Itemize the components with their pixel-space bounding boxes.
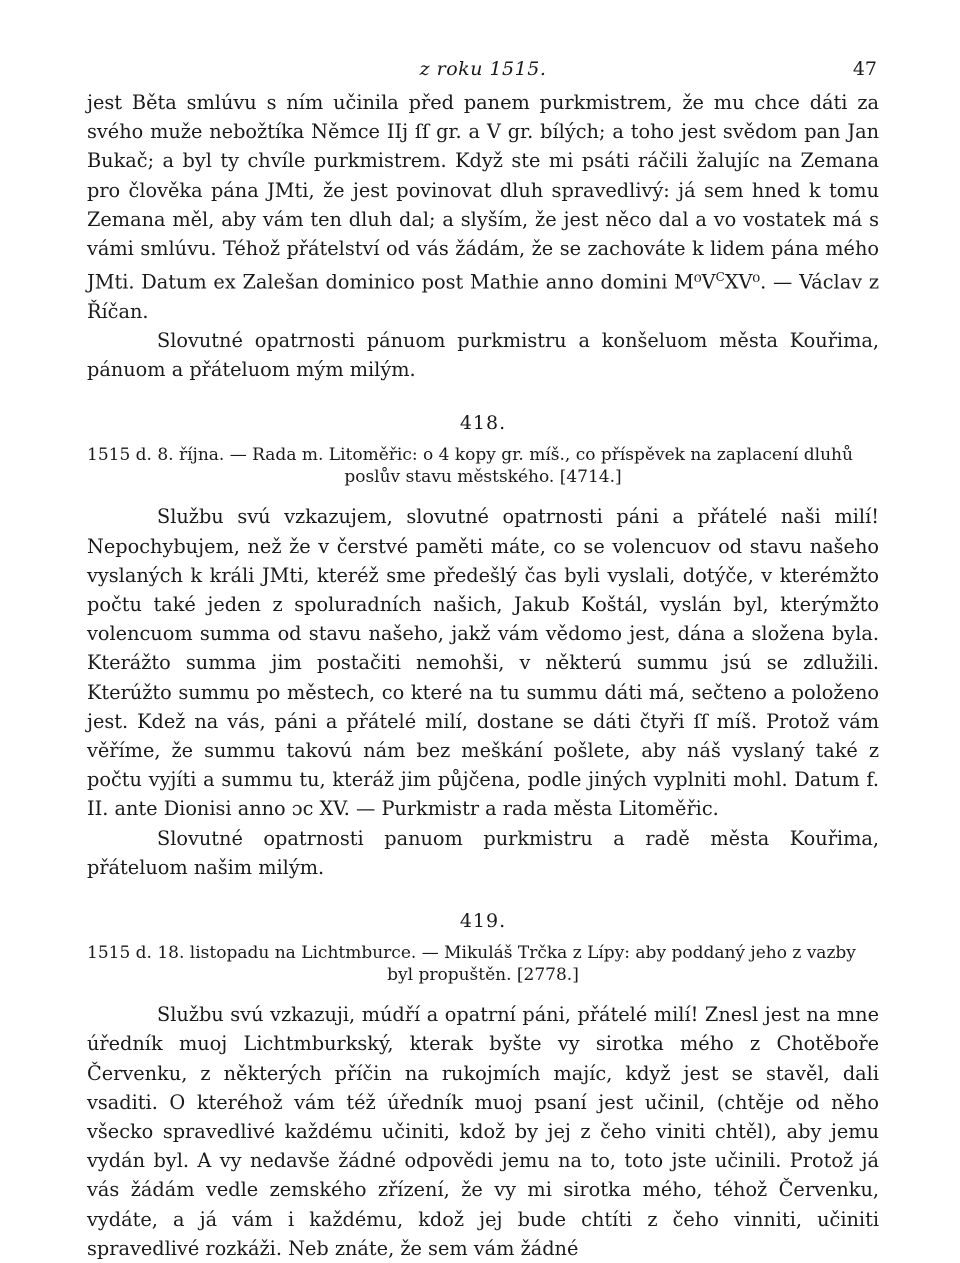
document-page — [87, 58, 879, 1263]
superscript: C — [715, 270, 725, 285]
page-header — [87, 58, 879, 88]
running-title: z roku 1515. — [419, 58, 547, 80]
regest-line: poslův stavu městského. [4714.] — [344, 467, 622, 488]
entry-regest — [87, 942, 879, 986]
entry-text: Službu svú vzkazuji, múdří a opatrní páni, přátelé milí! Znesl jest na mne úředník muoj Lichtmburkský, kterak byšte vy sirotka mého z Chotěboře Červenku, z některých příčin na rukojmích majíc, když jest se stavěl, dali vsaditi. O kteréhož vám též úředník muoj psaní jest učinil, (chtěje od něho všecko spravedlivé každému učiniti, kdož by jej z čeho viniti chtěl), aby jemu vydán byl. A vy nedavše žádné odpovědi jemu na to, toto jste učinili. Protož já vás žádám vedle zemského zřízení, že vy mi sirotka mého, téhož Červenku, vydáte, a já vám i každému, kdož jej bude chtíti z čeho vinniti, učiniti spravedlivé rozkáži. Neb znáte, že sem vám žádné — [87, 1003, 879, 1260]
entry-number: 418. — [459, 412, 507, 435]
entry-text: Službu svú vzkazujem, slovutné opatrnosti páni a přátelé naši milí! Nepochybujem, než že v čerstvé paměti máte, co se volencuov od stavu našeho vyslaných k králi JMti, kteréž sme předešlý čas byli vyslali, dotýče, v kterémžto počtu také jeden z spoluradních našich, Jakub Koštál, vyslán byl, kterýmžto volencuom summa od stavu našeho, jakž vám vědomo jest, dána a složena byla. Kterážto summa jim postačiti nemohši, v některú summu jsú se zdlužili. Kterúžto summu po městech, co které na tu summu dáti má, sečteno a položeno jest. Kdež na vás, páni a přátelé milí, dostane se dáti čtyři ſſ míš. Protož vám věříme, že summu takovú nám bez meškání pošlete, aby náš vyslaný také z počtu vyjíti a summu tu, kteráž jim půjčena, podle jiných vyplniti mohl. Datum f. II. ante Dionisi anno ɔc XV. — Purkmistr a rada města Litoměřic. — [87, 505, 879, 821]
regest-line: 1515 d. 8. října. — Rada m. Litoměřic: o 4 kopy gr. míš., co příspěvek na zaplacení dluhů — [87, 445, 853, 466]
regest-line: 1515 d. 18. listopadu na Lichtmburce. — Mikuláš Trčka z Lípy: aby poddaný jeho z vazby — [87, 943, 856, 964]
page-number: 47 — [852, 58, 877, 80]
entry-address: Slovutné opatrnosti panuom purkmistru a radě města Kouřima, přáteluom našim milým. — [87, 826, 879, 879]
continuation-address: Slovutné opatrnosti pánuom purkmistru a konšeluom města Kouřima, pánuom a přáteluom mým milým. — [87, 329, 879, 382]
entry-number: 419. — [459, 910, 507, 933]
regest-line: byl propuštěn. [2778.] — [387, 965, 579, 986]
entry-regest — [87, 444, 879, 488]
continuation-paragraph: jest Běta smlúvu s ním učinila před panem purkmistrem, že mu chce dáti za svého muže nebožtíka Němce IIj ſſ gr. a V gr. bílých; a toho jest svědom pan Jan Bukač; a byl ty chvíle purkmistrem. Když ste mi psáti ráčili žalujíc na Zemana pro člověka pána JMti, že jest povinovat dluh spravedlivý: já sem hned k tomu Zemana měl, aby vám ten dluh dal; a slyším, že jest něco dal a vo vostatek má s vámi smlúvu. Téhož přátelství od vás žádám, že se zachováte k lidem pána mého JMti. Datum ex Zalešan dominico post Mathie anno domini $M^0V^CXV^0$. — Václav z Říčan. — [87, 91, 880, 323]
